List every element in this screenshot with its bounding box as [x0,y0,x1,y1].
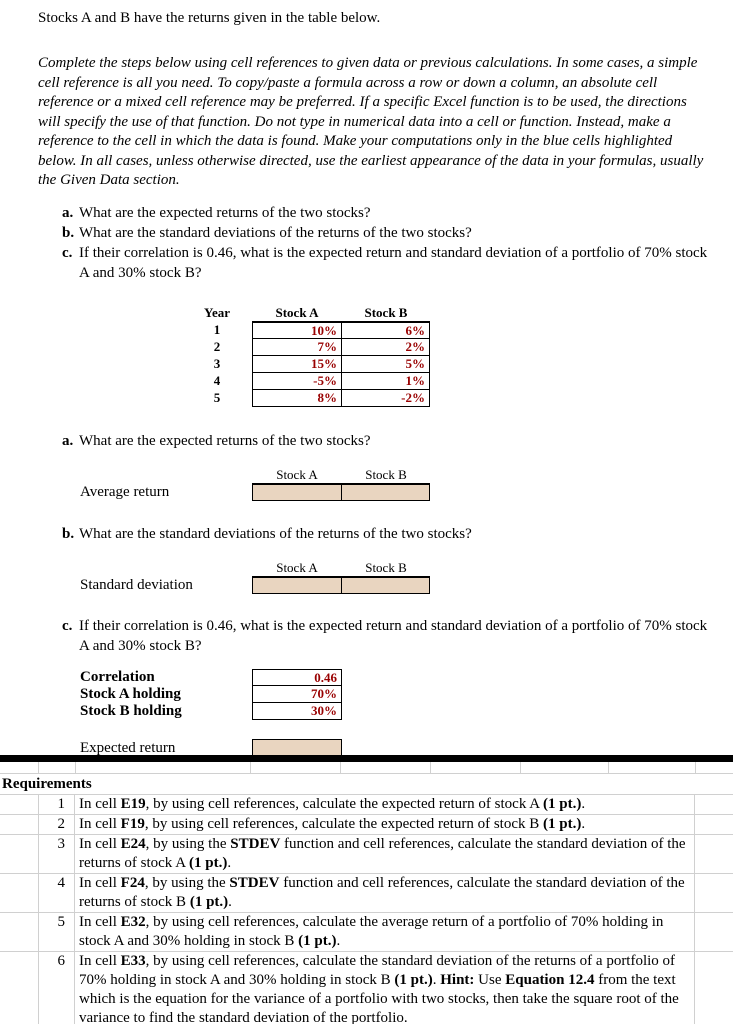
spacer [0,815,38,834]
requirement-number: 4 [38,874,75,912]
gridline [430,762,431,773]
requirement-number: 6 [38,952,75,1024]
question-c [62,243,708,283]
gridline [38,762,39,773]
requirement-text: In cell F24, by using the STDEV function and cell references, calculate the standard deviation of the returns of stock B (1 pt.). [75,874,695,912]
year-cell: 5 [213,389,221,405]
requirement-row [0,952,733,1024]
instructions-text: Complete the steps below using cell references to given data or previous calculations. In some cases, a simple cell reference is all you need. To copy/paste a formula across a row or down a column, an absolute cell reference or a mixed cell reference may be preferred. If a specific Excel function is to be used, the directions will specify the use of that function. Do not type in numerical data into a cell or function. Instead, make a reference to the cell in which the data is found. Make your computations only in the blue cells highlighted below. In all cases, unless otherwise directed, use the earliest appearance of the data in your formulas, usually the Given Data section. [38,55,704,188]
requirement-number: 5 [38,913,75,951]
requirement-number: 2 [38,815,75,834]
stock-a-holding-row [38,686,708,703]
gridline [608,762,609,773]
requirement-text: In cell E32, by using cell references, calculate the average return of a portfolio of 70% holding in stock A and 30% holding in stock B (1 pt.). [75,913,695,951]
section-a-heading [62,431,708,451]
table-row [182,339,430,356]
stock-b-column-header: Stock B [342,560,430,577]
correlation-label: Correlation [80,668,155,685]
table-row [182,322,430,339]
requirements-area [0,755,733,1024]
intro-text: Stocks A and B have the returns given in the table below. [38,10,381,26]
stock-b-value-cell: 6% [342,322,430,339]
stock-a-column-header: Stock A [252,560,342,577]
requirement-row [0,874,733,913]
question-a [62,203,708,223]
question-a-letter: a. [62,204,74,221]
stock-a-holding-value-cell: 70% [252,686,342,703]
year-cell: 2 [213,338,221,354]
correlation-row [38,669,708,686]
stock-b-value-cell: 2% [342,339,430,356]
table-row [182,373,430,390]
expected-return-input-cell[interactable] [252,739,342,757]
section-c-question: If their correlation is 0.46, what is the expected return and standard deviation of a portfolio of 70% stock A and 30% stock B? [79,617,708,654]
year-cell: 3 [213,355,221,371]
stock-b-column-header: Stock B [342,467,430,484]
spacer [0,913,38,951]
section-b-question: What are the standard deviations of the returns of the two stocks? [79,525,472,542]
stock-a-column-header: Stock A [252,467,342,484]
section-a-question: What are the expected returns of the two stocks? [79,432,371,449]
gridline [340,762,341,773]
spreadsheet-grid-strip [0,762,733,774]
stock-a-holding-label: Stock A holding [80,685,181,702]
gridline [520,762,521,773]
requirement-text: In cell F19, by using cell references, calculate the expected return of stock B (1 pt.). [75,815,695,834]
stock-a-value-cell: 8% [252,390,342,407]
stock-a-value-cell: 15% [252,356,342,373]
table-row [182,356,430,373]
stock-b-holding-row [38,703,708,720]
standard-deviation-label: Standard deviation [80,576,193,593]
table-row [182,390,430,407]
gridline [695,762,696,773]
requirement-text: In cell E33, by using cell references, calculate the standard deviation of the returns of a portfolio of 70% holding in stock A and 30% holding in stock B (1 pt.). Hint: Use Equation 12.4 from the text which is the equation for the variance of a portfolio with two stocks, then take the square root of the variance to find the standard deviation of the portfolio. [75,952,695,1024]
section-c-heading [62,616,708,656]
spacer [0,795,38,814]
standard-deviation-stock-b-input-cell[interactable] [342,577,430,594]
stock-a-value-cell: 7% [252,339,342,356]
requirements-title: Requirements [0,774,733,795]
section-a-table-header [38,467,708,484]
question-c-text: If their correlation is 0.46, what is the expected return and standard deviation of a portfolio of 70% stock A and 30% stock B? [79,244,708,281]
spacer [38,467,252,484]
spacer [0,952,38,1024]
requirement-text: In cell E24, by using the STDEV function and cell references, calculate the standard deviation of the returns of stock A (1 pt.). [75,835,695,873]
stock-b-holding-label: Stock B holding [80,702,182,719]
divider-band [0,755,733,762]
year-column-header: Year [204,304,230,320]
average-return-stock-a-input-cell[interactable] [252,484,342,501]
standard-deviation-row [38,577,708,594]
section-b-table-header [38,560,708,577]
standard-deviation-stock-a-input-cell[interactable] [252,577,342,594]
year-cell: 1 [213,321,221,337]
section-b-heading [62,524,708,544]
question-a-text: What are the expected returns of the two stocks? [79,204,371,221]
requirement-row [0,913,733,952]
average-return-stock-b-input-cell[interactable] [342,484,430,501]
spacer [0,835,38,873]
requirement-number: 1 [38,795,75,814]
year-cell: 4 [213,372,221,388]
stock-b-value-cell: 1% [342,373,430,390]
section-a-letter: a. [62,432,74,449]
requirement-row [0,815,733,835]
average-return-label: Average return [80,483,170,500]
stock-a-value-cell: 10% [252,322,342,339]
requirement-row [0,835,733,874]
stock-a-value-cell: -5% [252,373,342,390]
expected-return-row [38,739,708,757]
given-values-block [38,669,708,720]
average-return-row [38,484,708,501]
returns-table [182,305,430,407]
stock-a-column-header: Stock A [252,305,342,322]
stock-b-column-header: Stock B [342,305,430,322]
stock-b-holding-value-cell: 30% [252,703,342,720]
section-c-letter: c. [62,617,73,634]
returns-table-header [182,305,430,322]
requirement-number: 3 [38,835,75,873]
correlation-value-cell: 0.46 [252,669,342,686]
question-list [38,203,708,283]
section-b-letter: b. [62,525,75,542]
spacer [38,560,252,577]
gridline [75,762,76,773]
expected-return-label: Expected return [80,739,176,756]
question-b [62,223,708,243]
stock-b-value-cell: -2% [342,390,430,407]
spacer [0,874,38,912]
question-b-text: What are the standard deviations of the returns of the two stocks? [79,224,472,241]
gridline [250,762,251,773]
question-c-letter: c. [62,244,73,261]
requirement-text: In cell E19, by using cell references, calculate the expected return of stock A (1 pt.). [75,795,695,814]
question-b-letter: b. [62,224,75,241]
requirement-row [0,795,733,815]
stock-b-value-cell: 5% [342,356,430,373]
